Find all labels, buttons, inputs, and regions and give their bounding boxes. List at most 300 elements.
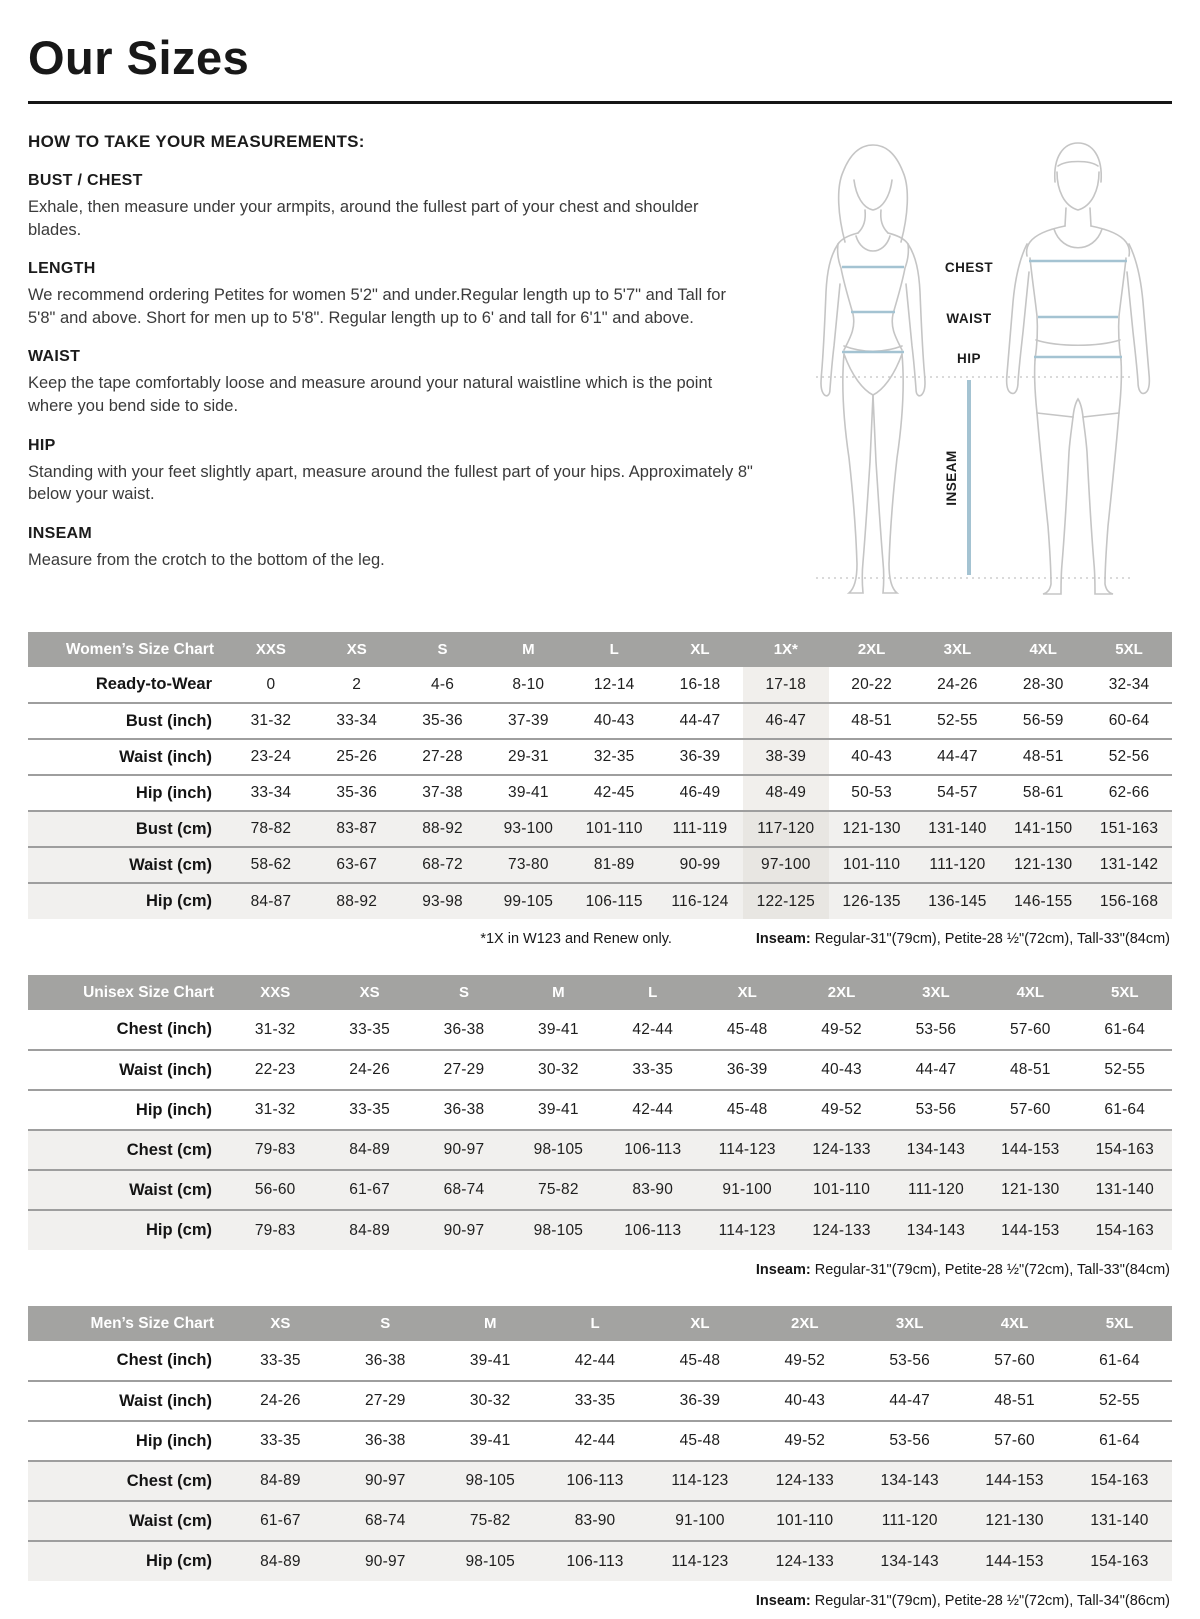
size-value: 32-35 xyxy=(593,748,635,765)
size-value: 93-100 xyxy=(485,811,571,847)
table-title: Unisex Size Chart xyxy=(28,975,228,1010)
size-value: 84-87 xyxy=(228,883,314,919)
table-row xyxy=(28,1501,1172,1541)
table-title: Women’s Size Chart xyxy=(28,632,228,667)
size-value: 48-51 xyxy=(1009,1061,1051,1078)
howto-heading: HOW TO TAKE YOUR MEASUREMENTS: xyxy=(28,132,365,151)
section-body-hip: Standing with your feet slightly apart, measure around the fullest part of your hips. Approximately 8" below your waist. xyxy=(28,462,753,504)
intro-row xyxy=(28,130,1172,604)
size-value: 144-153 xyxy=(983,1210,1077,1250)
size-value: 101-110 xyxy=(571,811,657,847)
size-column-header-l: L xyxy=(571,632,657,667)
unisex-size-chart-section xyxy=(28,975,1172,1278)
size-value: 68-74 xyxy=(333,1501,438,1541)
size-column-header-s: S xyxy=(417,975,511,1010)
table-row xyxy=(28,1341,1172,1381)
size-value: 52-55 xyxy=(1104,1061,1146,1078)
row-label: Bust (inch) xyxy=(125,711,212,730)
size-value: 90-97 xyxy=(417,1130,511,1170)
man-tank-hem xyxy=(1036,340,1120,345)
size-value: 0 xyxy=(266,675,276,693)
size-value: 57-60 xyxy=(994,1432,1035,1449)
womens-size-chart-section xyxy=(28,632,1172,947)
size-column-header-4xl: 4XL xyxy=(962,1306,1067,1341)
row-label: Chest (inch) xyxy=(116,1020,212,1038)
man-arm-right xyxy=(1127,244,1149,393)
size-column-header-4xl: 4XL xyxy=(983,975,1077,1010)
size-value: 58-61 xyxy=(1022,784,1064,801)
woman-neck-right xyxy=(881,210,888,233)
size-column-header-3xl: 3XL xyxy=(857,1306,962,1341)
size-value: 106-113 xyxy=(543,1541,648,1581)
size-value: 16-18 xyxy=(679,675,721,693)
size-value: 36-39 xyxy=(726,1061,768,1078)
size-column-header-5xl: 5XL xyxy=(1078,975,1172,1010)
size-value: 121-130 xyxy=(983,1170,1077,1210)
womens-size-chart xyxy=(28,632,1172,919)
unisex-table-footnotes xyxy=(30,1262,1170,1278)
size-value: 45-48 xyxy=(679,1351,721,1369)
size-value: 20-22 xyxy=(851,675,892,693)
size-value: 154-163 xyxy=(1067,1461,1172,1501)
size-value: 156-168 xyxy=(1086,883,1172,919)
size-value: 58-62 xyxy=(228,847,314,883)
size-value: 151-163 xyxy=(1086,811,1172,847)
size-value: 45-48 xyxy=(726,1101,768,1118)
size-value: 154-163 xyxy=(1067,1541,1172,1581)
size-value: 44-47 xyxy=(679,712,721,729)
row-label: Chest (inch) xyxy=(116,1351,212,1369)
size-column-header-3xl: 3XL xyxy=(915,632,1001,667)
size-value: 114-123 xyxy=(700,1130,794,1170)
row-label: Hip (inch) xyxy=(135,783,212,802)
size-value: 42-45 xyxy=(593,784,635,801)
row-label: Bust (cm) xyxy=(28,811,228,847)
size-column-header-2xl: 2XL xyxy=(829,632,915,667)
size-value: 101-110 xyxy=(752,1501,857,1541)
row-label: Hip (inch) xyxy=(135,1100,212,1119)
size-value: 154-163 xyxy=(1078,1130,1172,1170)
size-value: 36-39 xyxy=(679,1392,721,1409)
size-column-header-3xl: 3XL xyxy=(889,975,983,1010)
table-row xyxy=(28,1421,1172,1461)
size-value: 90-99 xyxy=(657,847,743,883)
size-value: 114-123 xyxy=(700,1210,794,1250)
row-label: Hip (cm) xyxy=(28,1541,228,1581)
size-value: 8-10 xyxy=(512,675,545,693)
woman-shoulder-left xyxy=(838,233,858,244)
size-value: 25-26 xyxy=(336,748,378,765)
inseam-guides xyxy=(816,377,1130,578)
size-value: 45-48 xyxy=(726,1020,768,1038)
woman-torso-left xyxy=(838,244,854,350)
size-value: 42-44 xyxy=(574,1351,616,1369)
size-value: 99-105 xyxy=(485,883,571,919)
size-value: 106-115 xyxy=(571,883,657,919)
size-value: 79-83 xyxy=(228,1130,322,1170)
size-value: 44-47 xyxy=(937,748,978,765)
size-value: 75-82 xyxy=(438,1501,543,1541)
size-value: 52-55 xyxy=(1099,1392,1140,1409)
size-value: 52-56 xyxy=(1108,748,1150,765)
man-shoulder-right xyxy=(1091,226,1129,256)
size-value: 24-26 xyxy=(349,1061,390,1078)
size-value: 40-43 xyxy=(821,1061,862,1078)
table-row xyxy=(28,1541,1172,1581)
size-value: 84-89 xyxy=(322,1210,416,1250)
size-value: 73-80 xyxy=(485,847,571,883)
row-label: Waist (inch) xyxy=(119,747,212,766)
woman-arm-right xyxy=(906,244,925,396)
size-value: 45-48 xyxy=(679,1432,721,1449)
size-column-header-2xl: 2XL xyxy=(752,1306,857,1341)
size-value: 52-55 xyxy=(937,712,978,729)
size-column-header-s: S xyxy=(333,1306,438,1341)
size-value: 97-100 xyxy=(743,847,829,883)
man-shoulder-left xyxy=(1027,226,1065,256)
size-value: 131-140 xyxy=(1078,1170,1172,1210)
woman-tank-scoop xyxy=(856,236,890,251)
size-column-header-m: M xyxy=(485,632,571,667)
size-value: 22-23 xyxy=(254,1061,296,1078)
size-value: 90-97 xyxy=(333,1461,438,1501)
size-value: 48-51 xyxy=(1022,748,1064,765)
size-value: 114-123 xyxy=(648,1541,753,1581)
size-value: 2 xyxy=(352,675,362,693)
section-title-waist: WAIST xyxy=(28,348,81,366)
size-value: 36-39 xyxy=(679,748,721,765)
size-value: 44-47 xyxy=(889,1392,931,1409)
size-value: 154-163 xyxy=(1078,1210,1172,1250)
table-row xyxy=(28,739,1172,775)
size-value: 98-105 xyxy=(438,1461,543,1501)
row-label: Waist (cm) xyxy=(28,1501,228,1541)
size-value: 54-57 xyxy=(937,784,978,801)
table-row xyxy=(28,1010,1172,1050)
man-face xyxy=(1057,172,1099,210)
man-torso-right xyxy=(1119,258,1126,360)
size-value: 27-28 xyxy=(422,748,463,765)
man-arm-left xyxy=(1007,244,1029,393)
size-value: 37-38 xyxy=(422,784,463,801)
size-value: 61-64 xyxy=(1099,1351,1140,1369)
size-value: 39-41 xyxy=(538,1101,579,1118)
size-value: 39-41 xyxy=(538,1020,579,1038)
size-value: 33-35 xyxy=(632,1061,674,1078)
size-value: 124-133 xyxy=(794,1210,888,1250)
row-label: Chest (cm) xyxy=(28,1130,228,1170)
unisex-size-table xyxy=(28,975,1172,1250)
size-column-header-l: L xyxy=(606,975,700,1010)
woman-torso-right xyxy=(892,244,908,350)
womens-size-table xyxy=(28,632,1172,919)
size-value: 62-66 xyxy=(1108,784,1150,801)
size-value: 98-105 xyxy=(438,1541,543,1581)
size-value: 50-53 xyxy=(851,784,892,801)
size-value: 98-105 xyxy=(511,1210,605,1250)
size-value: 134-143 xyxy=(889,1210,983,1250)
size-value: 35-36 xyxy=(336,784,378,801)
measurement-instructions xyxy=(28,130,754,571)
size-value: 68-72 xyxy=(400,847,486,883)
mens-inseam-note: Inseam: Regular-31"(79cm), Petite-28 ½"(72cm), Tall-34"(86cm) xyxy=(755,1593,1170,1609)
size-value: 134-143 xyxy=(857,1541,962,1581)
size-value: 24-26 xyxy=(937,675,978,693)
size-diagram-illustration xyxy=(778,132,1168,604)
size-value: 111-120 xyxy=(889,1170,983,1210)
size-value: 98-105 xyxy=(511,1130,605,1170)
size-value: 48-51 xyxy=(994,1392,1035,1409)
size-value: 30-32 xyxy=(469,1392,511,1409)
table-row xyxy=(28,847,1172,883)
size-column-header-1x: 1X* xyxy=(743,632,829,667)
size-value: 61-64 xyxy=(1104,1020,1146,1038)
size-value: 83-90 xyxy=(606,1170,700,1210)
man-neck-left xyxy=(1065,208,1066,226)
section-title-inseam: INSEAM xyxy=(28,524,93,542)
size-column-header-xs: XS xyxy=(228,1306,333,1341)
mens-size-chart xyxy=(28,1306,1172,1581)
size-value: 39-41 xyxy=(469,1432,511,1449)
table-row xyxy=(28,1090,1172,1130)
size-header-row xyxy=(28,1306,1172,1341)
size-value: 116-124 xyxy=(657,883,743,919)
mens-size-chart-section xyxy=(28,1306,1172,1609)
size-value: 78-82 xyxy=(228,811,314,847)
size-value: 131-140 xyxy=(915,811,1001,847)
size-value: 39-41 xyxy=(508,784,549,801)
section-title-length: LENGTH xyxy=(28,260,96,278)
size-value: 44-47 xyxy=(915,1061,957,1078)
row-label: Waist (inch) xyxy=(119,1060,212,1079)
size-value: 40-43 xyxy=(851,748,892,765)
size-value: 141-150 xyxy=(1000,811,1086,847)
size-value: 39-41 xyxy=(469,1351,511,1369)
table-row xyxy=(28,1381,1172,1421)
size-value: 60-64 xyxy=(1108,712,1150,729)
size-value: 27-29 xyxy=(443,1061,485,1078)
inseam-label: INSEAM xyxy=(944,450,959,506)
size-value: 49-52 xyxy=(821,1101,862,1118)
size-value: 84-89 xyxy=(228,1541,333,1581)
size-value: 61-67 xyxy=(322,1170,416,1210)
size-value: 56-59 xyxy=(1022,712,1064,729)
size-value: 31-32 xyxy=(250,712,292,729)
size-value: 144-153 xyxy=(983,1130,1077,1170)
size-value: 126-135 xyxy=(829,883,915,919)
size-value: 75-82 xyxy=(511,1170,605,1210)
size-value: 101-110 xyxy=(829,847,915,883)
size-value: 33-35 xyxy=(260,1432,301,1449)
woman-leg-right xyxy=(873,354,903,593)
size-value: 121-130 xyxy=(962,1501,1067,1541)
size-value: 101-110 xyxy=(794,1170,888,1210)
size-value: 31-32 xyxy=(254,1020,296,1038)
row-label: Hip (cm) xyxy=(28,883,228,919)
section-body-length: We recommend ordering Petites for women 5'2" and under.Regular length up to 5'7" and Tall for 5'8" and above. Short for men up to 5'8". Regular length up to 6' and tall for 6'1" and above. xyxy=(28,286,726,327)
size-value: 111-120 xyxy=(857,1501,962,1541)
size-header-row xyxy=(28,975,1172,1010)
man-shorts-right xyxy=(1119,360,1121,413)
size-column-header-4xl: 4XL xyxy=(1000,632,1086,667)
size-value: 124-133 xyxy=(752,1541,857,1581)
size-value: 33-34 xyxy=(250,784,292,801)
size-value: 53-56 xyxy=(915,1020,957,1038)
size-value: 46-49 xyxy=(679,784,721,801)
size-value: 106-113 xyxy=(606,1210,700,1250)
size-value: 42-44 xyxy=(632,1101,674,1118)
size-value: 144-153 xyxy=(962,1461,1067,1501)
title-divider xyxy=(28,101,1172,104)
man-neck-right xyxy=(1090,208,1091,226)
size-value: 57-60 xyxy=(1009,1020,1051,1038)
size-value: 40-43 xyxy=(593,712,635,729)
size-value: 61-64 xyxy=(1104,1101,1146,1118)
size-value: 146-155 xyxy=(1000,883,1086,919)
size-value: 33-34 xyxy=(336,712,378,729)
measurement-lines xyxy=(842,261,1127,575)
woman-face xyxy=(854,180,892,210)
size-value: 48-49 xyxy=(743,775,829,811)
size-value: 37-39 xyxy=(508,712,549,729)
size-column-header-xl: XL xyxy=(700,975,794,1010)
size-value: 90-97 xyxy=(417,1210,511,1250)
womens-inseam-note: Inseam: Regular-31"(79cm), Petite-28 ½"(72cm), Tall-33"(84cm) xyxy=(755,931,1170,947)
section-body-waist: Keep the tape comfortably loose and measure around your natural waistline which is the point where you bend side to side. xyxy=(28,374,713,415)
size-value: 36-38 xyxy=(364,1432,406,1449)
size-value: 111-119 xyxy=(657,811,743,847)
woman-arm-left xyxy=(821,244,840,396)
size-value: 124-133 xyxy=(794,1130,888,1170)
size-value: 31-32 xyxy=(254,1101,296,1118)
size-value: 83-90 xyxy=(543,1501,648,1541)
size-value: 38-39 xyxy=(743,739,829,775)
row-label: Ready-to-Wear xyxy=(95,675,212,693)
size-value: 33-35 xyxy=(574,1392,616,1409)
size-value: 33-35 xyxy=(349,1101,390,1118)
woman-neck-left xyxy=(858,210,865,233)
size-value: 4-6 xyxy=(431,675,455,693)
size-value: 12-14 xyxy=(593,675,635,693)
page-title: Our Sizes xyxy=(28,31,250,84)
size-value: 17-18 xyxy=(743,667,829,703)
size-value: 56-60 xyxy=(228,1170,322,1210)
table-row xyxy=(28,1170,1172,1210)
size-value: 49-52 xyxy=(784,1351,826,1369)
size-column-header-xs: XS xyxy=(322,975,416,1010)
size-value: 121-130 xyxy=(829,811,915,847)
size-value: 33-35 xyxy=(260,1351,301,1369)
table-row xyxy=(28,1461,1172,1501)
size-value: 93-98 xyxy=(400,883,486,919)
size-column-header-xxs: XXS xyxy=(228,632,314,667)
mens-size-table xyxy=(28,1306,1172,1581)
size-value: 40-43 xyxy=(784,1392,826,1409)
man-leg-right xyxy=(1083,413,1119,594)
size-value: 91-100 xyxy=(700,1170,794,1210)
size-column-header-xxs: XXS xyxy=(228,975,322,1010)
size-value: 36-38 xyxy=(443,1101,485,1118)
size-value: 144-153 xyxy=(962,1541,1067,1581)
size-value: 84-89 xyxy=(322,1130,416,1170)
woman-figure xyxy=(821,145,925,593)
woman-leg-left xyxy=(843,354,873,593)
size-column-header-s: S xyxy=(400,632,486,667)
waist-label: WAIST xyxy=(946,311,992,326)
size-value: 42-44 xyxy=(574,1432,616,1449)
size-value: 61-64 xyxy=(1099,1432,1140,1449)
size-value: 53-56 xyxy=(889,1432,931,1449)
size-value: 122-125 xyxy=(743,883,829,919)
woman-hair xyxy=(839,145,908,242)
size-value: 53-56 xyxy=(915,1101,957,1118)
section-title-hip: HIP xyxy=(28,436,56,454)
size-value: 27-29 xyxy=(364,1392,406,1409)
woman-shoulder-right xyxy=(888,233,908,244)
size-value: 88-92 xyxy=(400,811,486,847)
size-value: 49-52 xyxy=(821,1020,862,1038)
woman-tank-hem xyxy=(844,346,902,351)
size-column-header-5xl: 5XL xyxy=(1086,632,1172,667)
womens-table-footnotes xyxy=(30,931,1170,947)
size-value: 36-38 xyxy=(443,1020,485,1038)
section-body-inseam: Measure from the crotch to the bottom of the leg. xyxy=(28,550,385,569)
size-value: 30-32 xyxy=(538,1061,579,1078)
man-shorts-left xyxy=(1035,360,1037,413)
size-value: 23-24 xyxy=(250,748,292,765)
table-row xyxy=(28,775,1172,811)
size-value: 48-51 xyxy=(851,712,892,729)
size-column-header-m: M xyxy=(511,975,605,1010)
row-label: Waist (cm) xyxy=(28,1170,228,1210)
size-column-header-xs: XS xyxy=(314,632,400,667)
table-row xyxy=(28,703,1172,739)
size-value: 42-44 xyxy=(632,1020,674,1038)
woman-bikini xyxy=(844,354,902,395)
size-value: 63-67 xyxy=(314,847,400,883)
size-value: 131-140 xyxy=(1067,1501,1172,1541)
size-value: 106-113 xyxy=(543,1461,648,1501)
size-value: 84-89 xyxy=(228,1461,333,1501)
size-value: 79-83 xyxy=(228,1210,322,1250)
size-value: 90-97 xyxy=(333,1541,438,1581)
size-value: 124-133 xyxy=(752,1461,857,1501)
table-row xyxy=(28,1130,1172,1170)
size-value: 136-145 xyxy=(915,883,1001,919)
size-value: 61-67 xyxy=(228,1501,333,1541)
size-header-row xyxy=(28,632,1172,667)
row-label: Hip (inch) xyxy=(135,1431,212,1450)
size-value: 57-60 xyxy=(994,1351,1035,1369)
size-value: 53-56 xyxy=(889,1351,931,1369)
man-tank-scoop xyxy=(1054,229,1102,248)
section-title-bust-chest: BUST / CHEST xyxy=(28,172,143,189)
size-value: 88-92 xyxy=(314,883,400,919)
man-figure xyxy=(1007,143,1150,594)
man-hair-fringe xyxy=(1058,162,1098,167)
size-value: 36-38 xyxy=(364,1351,406,1369)
size-value: 49-52 xyxy=(784,1432,826,1449)
size-value: 114-123 xyxy=(648,1461,753,1501)
man-leg-left xyxy=(1037,413,1073,594)
size-value: 24-26 xyxy=(260,1392,301,1409)
size-value: 35-36 xyxy=(422,712,463,729)
size-value: 111-120 xyxy=(915,847,1001,883)
table-row xyxy=(28,811,1172,847)
row-label: Waist (cm) xyxy=(28,847,228,883)
table-row xyxy=(28,1050,1172,1090)
size-value: 57-60 xyxy=(1009,1101,1051,1118)
